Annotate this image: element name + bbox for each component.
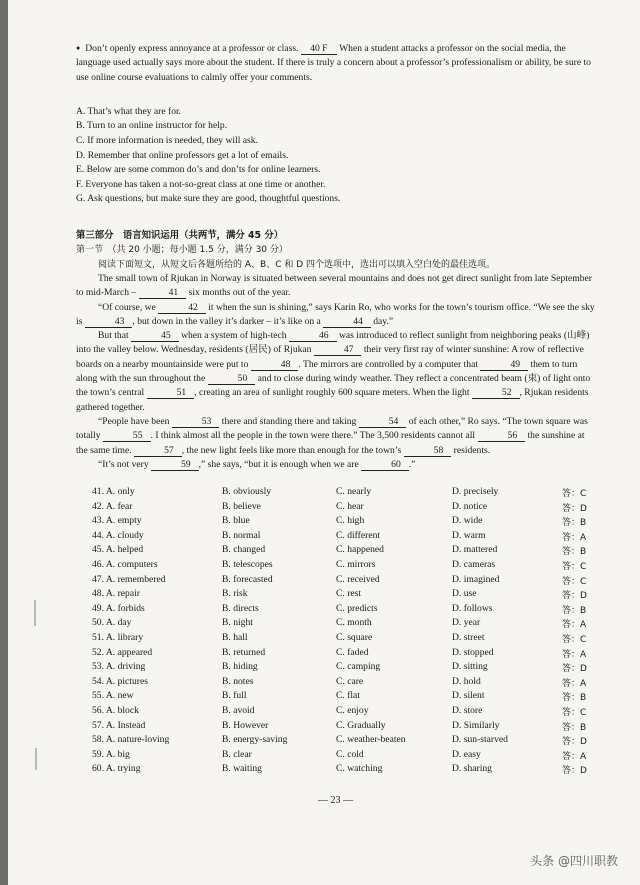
- cloze-blank: 54: [359, 416, 407, 428]
- option-list: [76, 105, 596, 207]
- cloze-blank: 60: [361, 459, 409, 471]
- answer-key: 答：A: [562, 620, 587, 631]
- cloze-blank: 57: [134, 445, 182, 457]
- answer-key: 答：A: [562, 751, 587, 762]
- option-item: E. Below are some common do’s and don’ts for online learners.: [76, 164, 321, 176]
- cloze-blank: 56: [478, 430, 526, 442]
- cloze-blank: 49: [480, 359, 528, 371]
- option-item: D. Remember that online professors get a lot of emails.: [76, 149, 289, 161]
- answer-key: 答：B: [562, 547, 587, 558]
- page-content: [76, 42, 596, 472]
- answer-key: 答：C: [562, 489, 587, 499]
- option-item: F. Everyone has taken a not-so-great class at one time or another.: [76, 178, 326, 190]
- cloze-paragraph: But that 45 when a system of high-tech 46 was introduced to reflect sunlight from neighboring peaks (山峰) into the valley below. Wednesday, residents (居民) of Rjukan 47 their very first ray of winter sunshine: A row of reflective boards on a nearby mountainside were put to 48 . The mirrors are controlled by a computer that 49 them to turn along with the sun throughout the 50 and to close during windy weather. They reflect a concentrated beam (束) of light onto the town’s central 51 , creating an area of sunlight roughly 600 square meters. When the light 52 , Rjukan residents gathered together.: [76, 330, 591, 413]
- cloze-paragraph: “Of course, we 42 it when the sun is shining,” says Karin Ro, who works for the town’s tourism office. “We see the sky is 43 , but down in the valley it’s darker – it’s like on a 44 day.”: [76, 301, 595, 327]
- cloze-paragraph: “It’s not very 59 ,” she says, “but it is enough when we are 60 .”: [98, 458, 416, 470]
- answer-key: 答：D: [562, 503, 587, 514]
- answer-key: 答：A: [562, 678, 587, 689]
- section-subtitle: 第一节 （共 20 小题；每小题 1.5 分，满分 30 分）: [76, 245, 288, 256]
- answer-key: 答：D: [562, 591, 587, 602]
- answer-key: 答：D: [562, 664, 587, 675]
- answer-key: 答：A: [562, 532, 587, 543]
- cloze-paragraph: “People have been 53 there and standing there and taking 54 of each other,” Ro says. “The town square was totally 55 . I think almost all the people in the town were there.” The 3,500 residents cannot all 56 the sunshine at the same time. 57 , the new light feels like more than enough for the town’s 58 residents.: [76, 415, 588, 456]
- cloze-blank: 50: [208, 373, 256, 385]
- answer-key: 答：B: [562, 605, 587, 616]
- cloze-blank: 43: [85, 316, 133, 328]
- option-item: C. If more information is needed, they will ask.: [76, 135, 258, 147]
- cloze-blank: 45: [131, 330, 179, 342]
- answer-key: 答：D: [562, 737, 587, 748]
- cloze-paragraph: The small town of Rjukan in Norway is situated between several mountains and does not get direct sunlight from late September to mid-March – 41 six months out of the year.: [76, 272, 592, 299]
- cloze-blank: 51: [147, 387, 195, 399]
- cloze-blank: 47: [314, 344, 362, 356]
- answer-key: 答：C: [562, 708, 587, 718]
- option-item: A. That’s what they are for.: [76, 105, 182, 117]
- section-instructions: 阅读下面短文，从短文后各题所给的 A、B、C 和 D 四个选项中，选出可以填入空白处的最佳选项。: [98, 259, 495, 270]
- cloze-blank: 42: [158, 302, 206, 314]
- cloze-blank: 48: [251, 359, 299, 371]
- page-number: — 23 —: [318, 795, 353, 806]
- cloze-blank: 46: [289, 330, 337, 342]
- answer-key: 答：A: [562, 649, 587, 660]
- cloze-blank: 58: [404, 445, 452, 457]
- margin-mark: [34, 600, 36, 626]
- answer-blank-40: 40 F: [301, 43, 337, 55]
- option-item: B. Turn to an online instructor for help.: [76, 120, 228, 132]
- answer-key: 答：D: [562, 766, 587, 777]
- cloze-blank: 41: [139, 287, 187, 299]
- section-title: 第三部分 语言知识运用（共两节，满分 45 分）: [76, 230, 284, 242]
- margin-mark: [35, 748, 37, 770]
- option-item: G. Ask questions, but make sure they are good, thoughtful questions.: [76, 193, 341, 205]
- answer-key: 答：B: [562, 518, 587, 529]
- exam-page: ● Don’t openly express annoyance at a professor or class. 40 F When a student attacks a professor on the social media, the language used actually says more about the student. If there is truly a concern about a professor’s professionalism or ability, be sure to use online course evaluations to calmly offer your comments. A. That’s what they are for. B. Turn to an online instructor for help. C. If more information is needed, they will ask. D. Remember that online professors get a lot of emails. E. Below are some common do’s and don’ts for online learners. F. Everyone has taken a not-so-great class at one time or another. G. Ask questions, but make sure they are good, thoughtful questions. 第三部分 语言知识运用（共两节，满分 45 分） 第一节 （共 20 小题；每小题 1.5 分，满分 30 分） 阅读下面短文，从短文后各题所给的 A、B、C 和 D 四个选项中，选出可以填入空白处的最佳选项。 The small town of Rjukan in Norway is situated between several mountains and does not get direct sunlight from late September to mid-March – 41 six months out of the year. “Of course, we 42 it when the sun is shining,” says Karin Ro, who works for the town’s tourism office. “We see the sky is 43 , but down in the valley it’s darker – it’s like on a 44 day.” But that 45 when a system of high-tech 46 was introduced to reflect sunlight from neighboring peaks (山峰) into the valley below. Wednesday, residents (居民) of Rjukan 47 their very first ray of winter sunshine: A row of reflective boards on a nearby mountainside were put to 48 . The mirrors are controlled by a computer that 49 them to turn along with the sun throughout the 50 and to close during windy weather. They reflect a concentrated beam (束) of light onto the town’s central 51 , creating an area of sunlight roughly 600 square meters. When the light 52 , Rjukan residents gathered together. “People have been 53 there and standing there and taking 54 of each other,” Ro says. “The town square was totally 55 . I think almost all the people in the town were there.” The 3,500 residents cannot all 56 the sunshine at the same time. 57 , the new light feels like more than enough for the town’s 58 residents. “It’s not very 59 ,” she says, “but it is enough when we are 60 .” 41. A. only B. obviously C. nearly D. precisely 答：C 42. A. fear B. believe C. hear D. notice 答：D 43. A. empty B. blue C. high D. wide 答：B 44. A. cloudy B. normal C. different D. warm 答：A 45. A. helped B. changed C. happened D. mattered 答：B 46. A. computers B. telescopes C. mirrors D. cameras 答：C 47. A. remembered B. forecasted C. received D. imagined 答：C 48. A. repair B. risk C. rest D. use 答：D 49. A. forbids B. directs C. predicts D. follows 答：B 50. A. day B. night C. month D. year 答：A 51. A. library B. hall C. square D. street 答：C 52. A. appeared B. returned C. faded D. stopped 答：A 53. A. driving B. hiding C. camping D. sitting 答：D 54. A. pictures B. notes C. care D. hold 答：A 55. A. new B. full C. flat D. silent 答：B 56. A. block B. avoid C. enjoy D. store 答：C 57. A. Instead B. However C. Gradually D. Similarly 答：B 58. A. nature-loving B. energy-saving C. weather-beaten D. sun-starved 答：D 59. A. big B. clear C. cold D. easy 答：A 60. A. trying B. waiting C. watching D. sharing 答：D — 23 — 头条 @四川职教: [0, 0, 640, 885]
- answer-key: 答：C: [562, 562, 587, 572]
- tip-paragraph: ● Don’t openly express annoyance at a professor or class. 40 F When a student attacks a professor on the social media, the language used actually says more about the student. If there is truly a concern about a professor’s professionalism or ability, be sure to use online course evaluations to calmly offer your comments.: [76, 42, 596, 85]
- answer-key: 答：C: [562, 576, 587, 587]
- answer-key: 答：C: [562, 635, 587, 645]
- cloze-blank: 44: [323, 316, 371, 328]
- answer-key: 答：B: [562, 693, 587, 704]
- cloze-blank: 52: [472, 387, 520, 399]
- answer-key: 答：B: [562, 722, 587, 733]
- cloze-blank: 59: [151, 459, 199, 471]
- cloze-blank: 53: [172, 416, 220, 428]
- cloze-blank: 55: [103, 430, 151, 442]
- watermark: 头条 @四川职教: [530, 854, 618, 868]
